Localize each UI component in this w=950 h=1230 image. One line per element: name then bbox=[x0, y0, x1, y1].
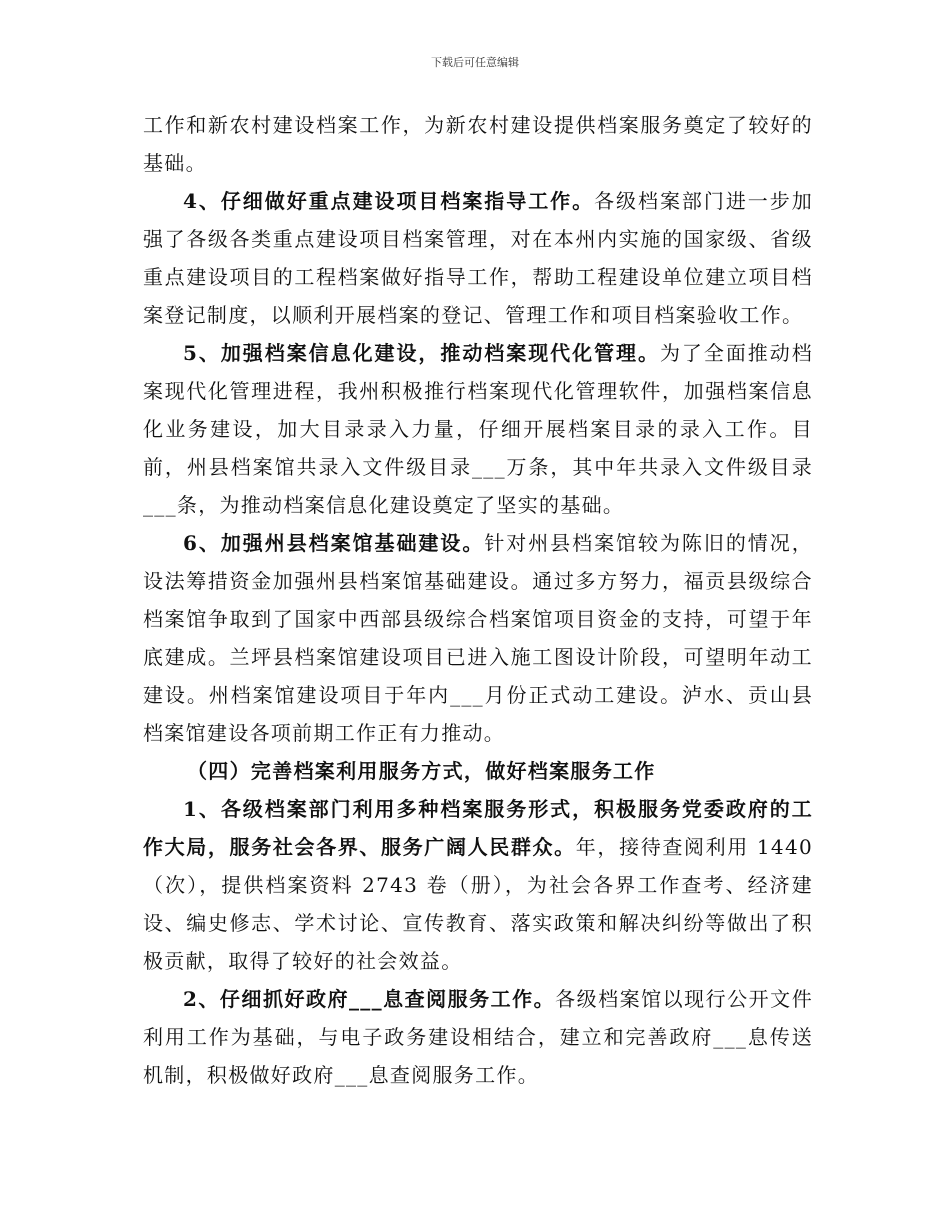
paragraph-lead: 2、仔细抓好政府___息查阅服务工作。 bbox=[183, 987, 556, 1011]
paragraph-lead: 6、加强州县档案馆基础建设。 bbox=[183, 531, 485, 555]
paragraph-item-6 bbox=[143, 524, 813, 752]
paragraph-item-2 bbox=[143, 980, 813, 1094]
document-body bbox=[143, 106, 813, 1094]
paragraph-lead: 5、加强档案信息化建设，推动档案现代化管理。 bbox=[183, 341, 660, 365]
paragraph-text: 为了全面推动档案现代化管理进程，我州积极推行档案现代化管理软件，加强档案信息化业务建设，加大目录录入力量，仔细开展档案目录的录入工作。目前，州县档案馆共录入文件级目录___万条，其中年共录入文件级目录___条，为推动档案信息化建设奠定了坚实的基础。 bbox=[143, 341, 813, 517]
paragraph-text: 年，接待查阅利用 1440（次），提供档案资料 2743 卷（册），为社会各界工作查考、经济建设、编史修志、学术讨论、宣传教育、落实政策和解决纠纷等做出了积极贡献，取得了较好的社会效益。 bbox=[143, 835, 814, 973]
paragraph-item-4 bbox=[143, 182, 813, 334]
paragraph-text: 各级档案馆以现行公开文件利用工作为基础，与电子政务建设相结合，建立和完善政府___息传送机制，积极做好政府___息查阅服务工作。 bbox=[143, 987, 813, 1087]
paragraph-lead: 1、各级档案部门利用多种档案服务形式，积极服务党委政府的工作大局，服务社会各界、服务广阔人民群众。 bbox=[143, 797, 813, 859]
paragraph-item-1 bbox=[143, 790, 813, 980]
paragraph-lead: 4、仔细做好重点建设项目档案指导工作。 bbox=[183, 189, 595, 213]
section-heading: （四）完善档案利用服务方式，做好档案服务工作 bbox=[187, 759, 656, 783]
paragraph-text: 各级档案部门进一步加强了各级各类重点建设项目档案管理，对在本州内实施的国家级、省级重点建设项目的工程档案做好指导工作，帮助工程建设单位建立项目档案登记制度，以顺利开展档案的登记、管理工作和项目档案验收工作。 bbox=[143, 189, 813, 327]
paragraph-continuation bbox=[143, 106, 813, 182]
paragraph-text: 针对州县档案馆较为陈旧的情况，设法筹措资金加强州县档案馆基础建设。通过多方努力，福贡县级综合档案馆争取到了国家中西部县级综合档案馆项目资金的支持，可望于年底建成。兰坪县档案馆建设项目已进入施工图设计阶段，可望明年动工建设。州档案馆建设项目于年内___月份正式动工建设。泸水、贡山县档案馆建设各项前期工作正有力推动。 bbox=[143, 531, 813, 745]
paragraph-text: 工作和新农村建设档案工作，为新农村建设提供档案服务奠定了较好的基础。 bbox=[143, 113, 813, 175]
paragraph-item-5 bbox=[143, 334, 813, 524]
page-header: 下载后可任意编辑 bbox=[431, 56, 519, 69]
